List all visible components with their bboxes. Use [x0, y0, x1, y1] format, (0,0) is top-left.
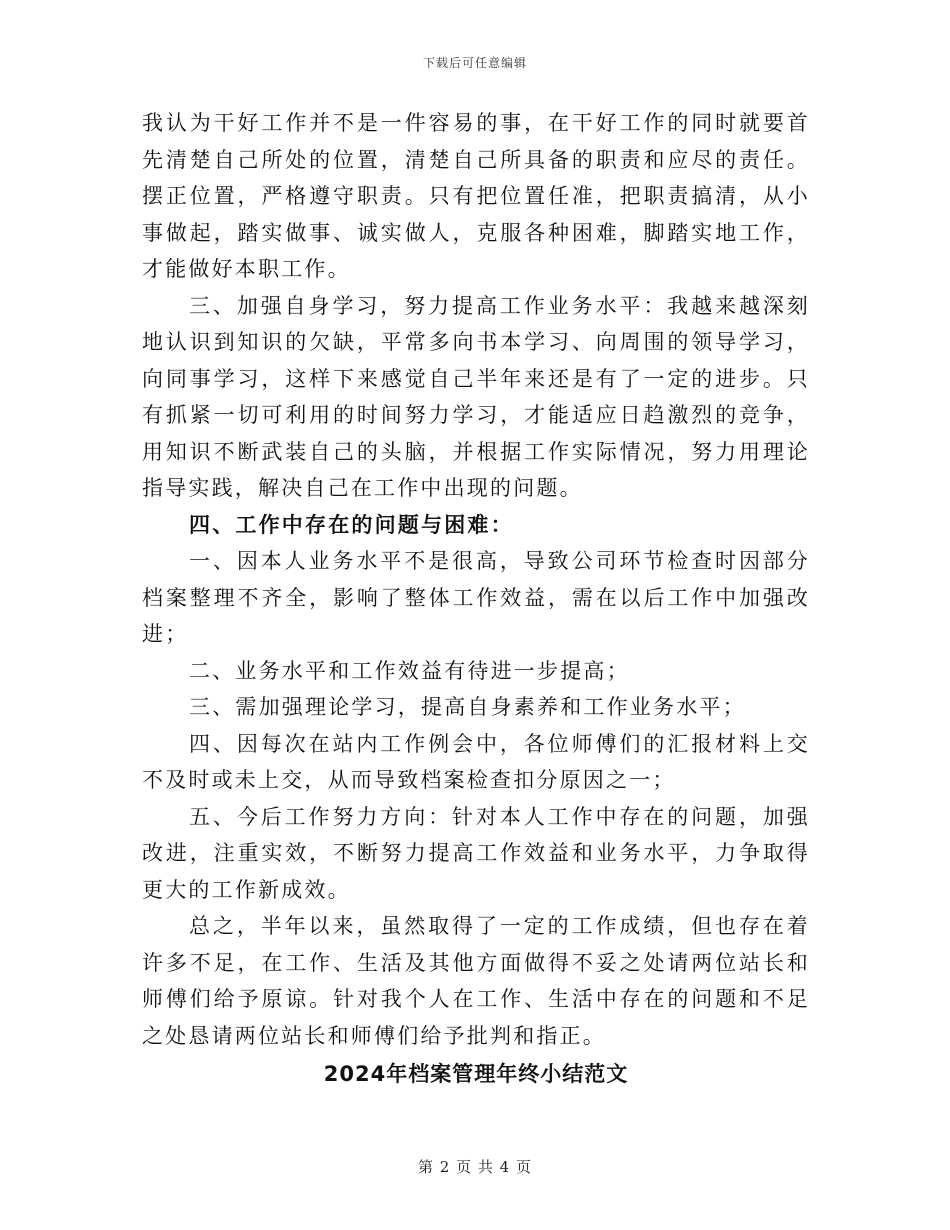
problem-item-5: 五、今后工作努力方向：针对本人工作中存在的问题，加强改进，注重实效，不断努力提高工作效益和业务水平，力争取得更大的工作新成效。: [142, 804, 810, 902]
summary-paragraph: 总之，半年以来，虽然取得了一定的工作成绩，但也存在着许多不足，在工作、生活及其他方面做得不妥之处请两位站长和师傅们给予原谅。针对我个人在工作、生活中存在的问题和不足之处恳请两位站长和师傅们给予批判和指正。: [142, 914, 810, 1048]
body-paragraph: 我认为干好工作并不是一件容易的事，在干好工作的同时就要首先清楚自己所处的位置，清楚自己所具备的职责和应尽的责任。摆正位置，严格遵守职责。只有把位置任准，把职责搞清，从小事做起，踏实做事、诚实做人，克服各种困难，脚踏实地工作，才能做好本职工作。: [142, 111, 810, 281]
document-body: [142, 105, 810, 1092]
section-three-paragraph: 三、加强自身学习，努力提高工作业务水平：我越来越深刻地认识到知识的欠缺，平常多向书本学习、向周围的领导学习，向同事学习，这样下来感觉自己半年来还是有了一定的进步。只有抓紧一切可利用的时间努力学习，才能适应日趋激烈的竞争，用知识不断武装自己的头脑，并根据工作实际情况，努力用理论指导实践，解决自己在工作中出现的问题。: [142, 293, 810, 500]
problem-item-2: 二、业务水平和工作效益有待进一步提高；: [189, 658, 630, 683]
section-four-heading: 四、工作中存在的问题与困难：: [189, 512, 514, 537]
problem-item-3: 三、需加强理论学习，提高自身素养和工作业务水平；: [189, 695, 746, 719]
page-number-footer: 第 2 页 共 4 页: [418, 1158, 532, 1176]
next-document-title: 2024年档案管理年终小结范文: [323, 1062, 629, 1086]
problem-item-4: 四、因每次在站内工作例会中，各位师傅们的汇报材料上交不及时或未上交，从而导致档案检查扣分原因之一；: [142, 731, 810, 792]
problem-item-1: 一、因本人业务水平不是很高，导致公司环节检查时因部分档案整理不齐全，影响了整体工作效益，需在以后工作中加强改进；: [142, 549, 810, 646]
page-header-note: 下载后可任意编辑: [422, 56, 527, 70]
